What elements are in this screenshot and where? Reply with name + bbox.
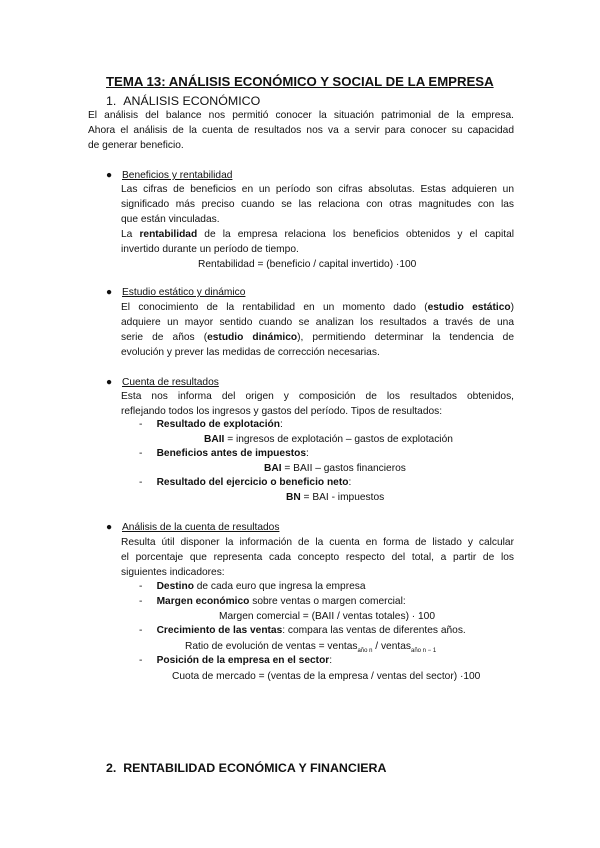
dash: - (139, 477, 143, 488)
section-1-title: ANÁLISIS ECONÓMICO (123, 94, 261, 108)
b2-line-4: evolución y prever las medidas de corrección necesarias. (121, 347, 380, 358)
item-bold: Posición de la empresa en el sector (156, 655, 330, 666)
b2-bold-term: estudio estático (427, 302, 511, 313)
b2-text: ) (510, 302, 514, 313)
b4-line-2: el porcentaje que representa cada concepto respecto del total, a partir de los (121, 552, 514, 563)
section-2-title: RENTABILIDAD ECONÓMICA Y FINANCIERA (123, 761, 387, 775)
b3-line-2: reflejando todos los ingresos y gastos del período. Tipos de resultados: (121, 406, 443, 417)
intro-line-2: Ahora el análisis de la cuenta de resultados nos va a servir para conocer su capacidad (88, 125, 514, 136)
dash: - (139, 448, 143, 459)
bullet-estudio (106, 286, 245, 300)
formula-term: BN (286, 492, 301, 503)
formula-subscript: año n − 1 (410, 648, 437, 655)
dash: - (139, 655, 143, 666)
formula-rest: = BAI - impuestos (300, 492, 385, 503)
bullet-dot: ● (106, 287, 113, 298)
item-label: Resultado del ejercicio o beneficio neto (156, 477, 349, 488)
intro-line-1: El análisis del balance nos permitió conocer la situación patrimonial de la empresa. (88, 110, 514, 121)
b3-item-2 (139, 448, 309, 459)
b2-bold-term: estudio dinámico (207, 332, 298, 343)
b1-line-5: invertido durante un período de tiempo. (121, 244, 299, 255)
b2-line-1 (121, 301, 514, 316)
item-bold: Crecimiento de las ventas (156, 625, 283, 636)
bullet-label: Estudio estático y dinámico (122, 287, 246, 298)
b3-formula-2 (264, 462, 406, 477)
page-title: TEMA 13: ANÁLISIS ECONÓMICO Y SOCIAL DE LA EMPRESA (106, 74, 494, 89)
item-rest: sobre ventas o margen comercial: (249, 596, 406, 607)
bullet-label: Beneficios y rentabilidad (122, 170, 233, 181)
section-1-heading (106, 94, 260, 108)
b4-formula-4: Cuota de mercado = (ventas de la empresa / ventas del sector) ·100 (172, 671, 481, 682)
b2-text: serie de años ( (121, 332, 208, 343)
item-label: Resultado de explotación (156, 419, 280, 430)
bullet-label: Cuenta de resultados (122, 377, 219, 388)
b4-item-3 (139, 625, 466, 636)
item-suffix: : (279, 419, 283, 430)
b3-item-1 (139, 419, 283, 430)
item-bold: Destino (156, 581, 194, 592)
b4-item-1 (139, 581, 366, 592)
dash: - (139, 581, 143, 592)
b1-formula: Rentabilidad = (beneficio / capital invertido) ·100 (198, 259, 417, 270)
bullet-beneficios (106, 169, 232, 183)
b2-line-2: adquiere un mayor sentido cuando se analizan los resultados a través de una (121, 317, 514, 328)
b1-line-2: significado más preciso cuando se las relaciona con otras magnitudes con las (121, 199, 514, 210)
dash: - (139, 625, 143, 636)
bullet-cuenta (106, 376, 219, 390)
item-label: Beneficios antes de impuestos (156, 448, 307, 459)
bullet-dot: ● (106, 170, 113, 181)
formula-rest: = BAII – gastos financieros (281, 463, 406, 474)
item-bold: Margen económico (156, 596, 250, 607)
formula-text: Ratio de evolución de ventas = ventas (185, 641, 358, 652)
formula-term: BAI (264, 463, 282, 474)
section-1-number: 1. (106, 94, 117, 108)
b1-line-3: que están vinculadas. (121, 214, 220, 225)
intro-line-3: de generar beneficio. (88, 140, 184, 151)
bullet-dot: ● (106, 522, 113, 533)
b4-item-4 (139, 655, 332, 666)
item-suffix: : (306, 448, 309, 459)
b4-formula-2: Margen comercial = (BAII / ventas totales) · 100 (219, 611, 436, 622)
b1-line-4 (121, 228, 514, 243)
formula-term: BAII (204, 434, 225, 445)
b2-text: El conocimiento de la rentabilidad en un momento dado ( (121, 302, 428, 313)
bullet-analisis (106, 521, 279, 535)
item-rest: : compara las ventas de diferentes años. (282, 625, 466, 636)
b3-formula-1 (204, 433, 453, 448)
bullet-label: Análisis de la cuenta de resultados (122, 522, 280, 533)
dash: - (139, 419, 143, 430)
b3-line-1: Esta nos informa del origen y composición de los resultados obtenidos, (121, 391, 514, 402)
b1-text: de la empresa relaciona los beneficios obtenidos y el capital (197, 229, 514, 240)
b4-line-3: siguientes indicadores: (121, 567, 225, 578)
b1-line-1: Las cifras de beneficios en un período son cifras absolutas. Estas adquieren un (121, 184, 514, 195)
b1-bold-term: rentabilidad (139, 229, 198, 240)
bullet-dot: ● (106, 377, 113, 388)
item-rest: de cada euro que ingresa la empresa (193, 581, 366, 592)
b3-item-3 (139, 477, 351, 488)
formula-text: / ventas (372, 641, 411, 652)
b2-text: ), permitiendo determinar la tendencia de (297, 332, 515, 343)
section-2-heading (106, 761, 386, 775)
item-rest: : (329, 655, 333, 666)
b4-item-2 (139, 596, 406, 607)
b4-line-1: Resulta útil disponer la información de la cuenta en forma de listado y calcular (121, 537, 514, 548)
b2-line-3 (121, 331, 514, 346)
formula-subscript: año n (357, 648, 373, 655)
b3-formula-3 (286, 491, 384, 506)
item-suffix: : (348, 477, 352, 488)
formula-rest: = ingresos de explotación – gastos de explotación (224, 434, 453, 445)
b1-text: La (121, 229, 140, 240)
section-2-number: 2. (106, 761, 117, 775)
dash: - (139, 596, 143, 607)
